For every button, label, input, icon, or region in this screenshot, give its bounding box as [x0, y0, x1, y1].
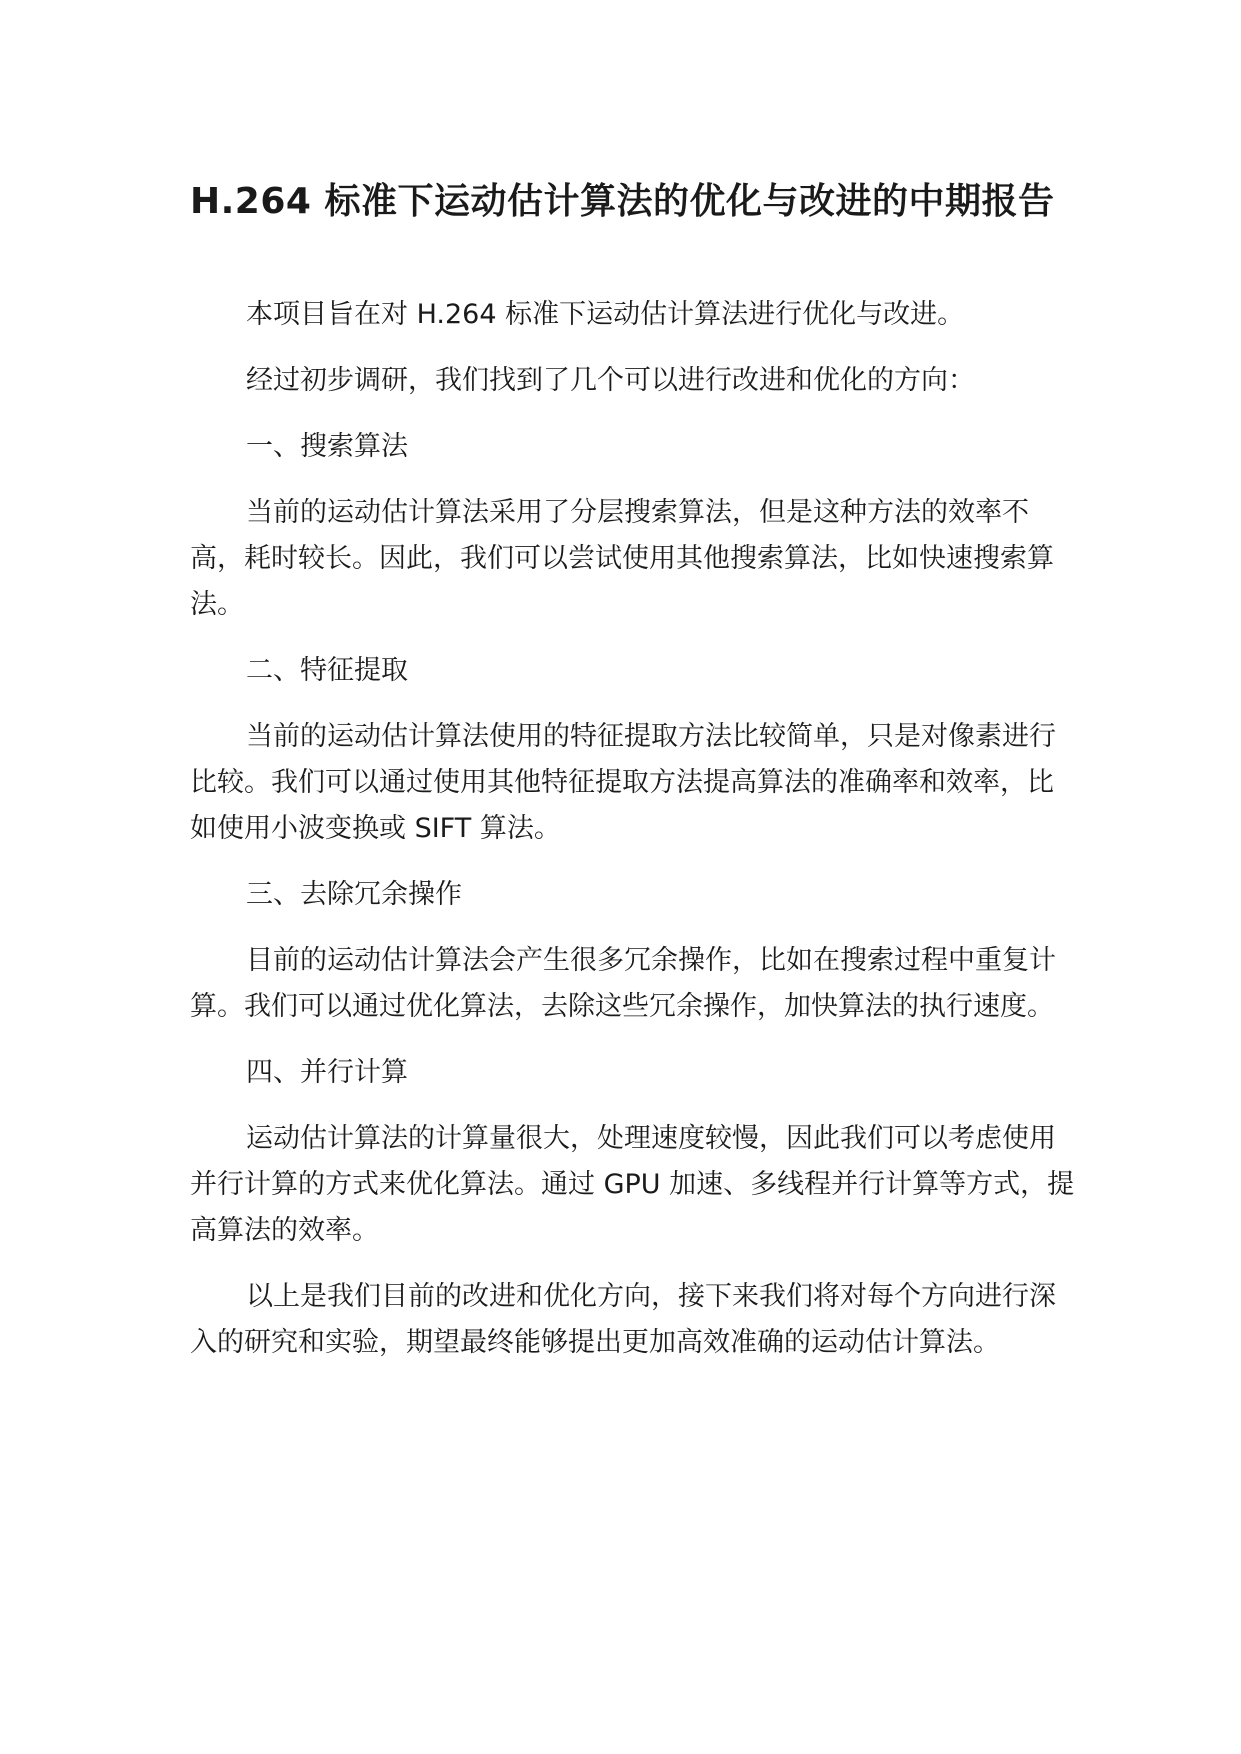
- section-heading-search: 一、搜索算法: [246, 431, 408, 462]
- section-heading-redundancy: 三、去除冗余操作: [246, 879, 462, 910]
- section-body-features: 当前的运动估计算法使用的特征提取方法比较简单，只是对像素进行比较。我们可以通过使用其他特征提取方法提高算法的准确率和效率，比如使用小波变换或 SIFT 算法。: [190, 721, 1056, 844]
- section-body-parallel: 运动估计算法的计算量很大，处理速度较慢，因此我们可以考虑使用并行计算的方式来优化算法。通过 GPU 加速、多线程并行计算等方式，提高算法的效率。: [190, 1123, 1075, 1246]
- section-body-search: 当前的运动估计算法采用了分层搜索算法，但是这种方法的效率不高，耗时较长。因此，我们可以尝试使用其他搜索算法，比如快速搜索算法。: [190, 497, 1054, 620]
- section-heading-parallel: 四、并行计算: [246, 1057, 408, 1088]
- document-body: [190, 292, 1080, 1386]
- conclusion-paragraph: 以上是我们目前的改进和优化方向，接下来我们将对每个方向进行深入的研究和实验，期望最终能够提出更加高效准确的运动估计算法。: [190, 1281, 1056, 1358]
- document-title: H.264 标准下运动估计算法的优化与改进的中期报告: [190, 181, 1055, 222]
- directions-intro-paragraph: 经过初步调研，我们找到了几个可以进行改进和优化的方向：: [246, 365, 975, 396]
- section-heading-features: 二、特征提取: [246, 655, 408, 686]
- section-body-redundancy: 目前的运动估计算法会产生很多冗余操作，比如在搜索过程中重复计算。我们可以通过优化算法，去除这些冗余操作，加快算法的执行速度。: [190, 945, 1056, 1022]
- intro-paragraph: 本项目旨在对 H.264 标准下运动估计算法进行优化与改进。: [246, 299, 965, 330]
